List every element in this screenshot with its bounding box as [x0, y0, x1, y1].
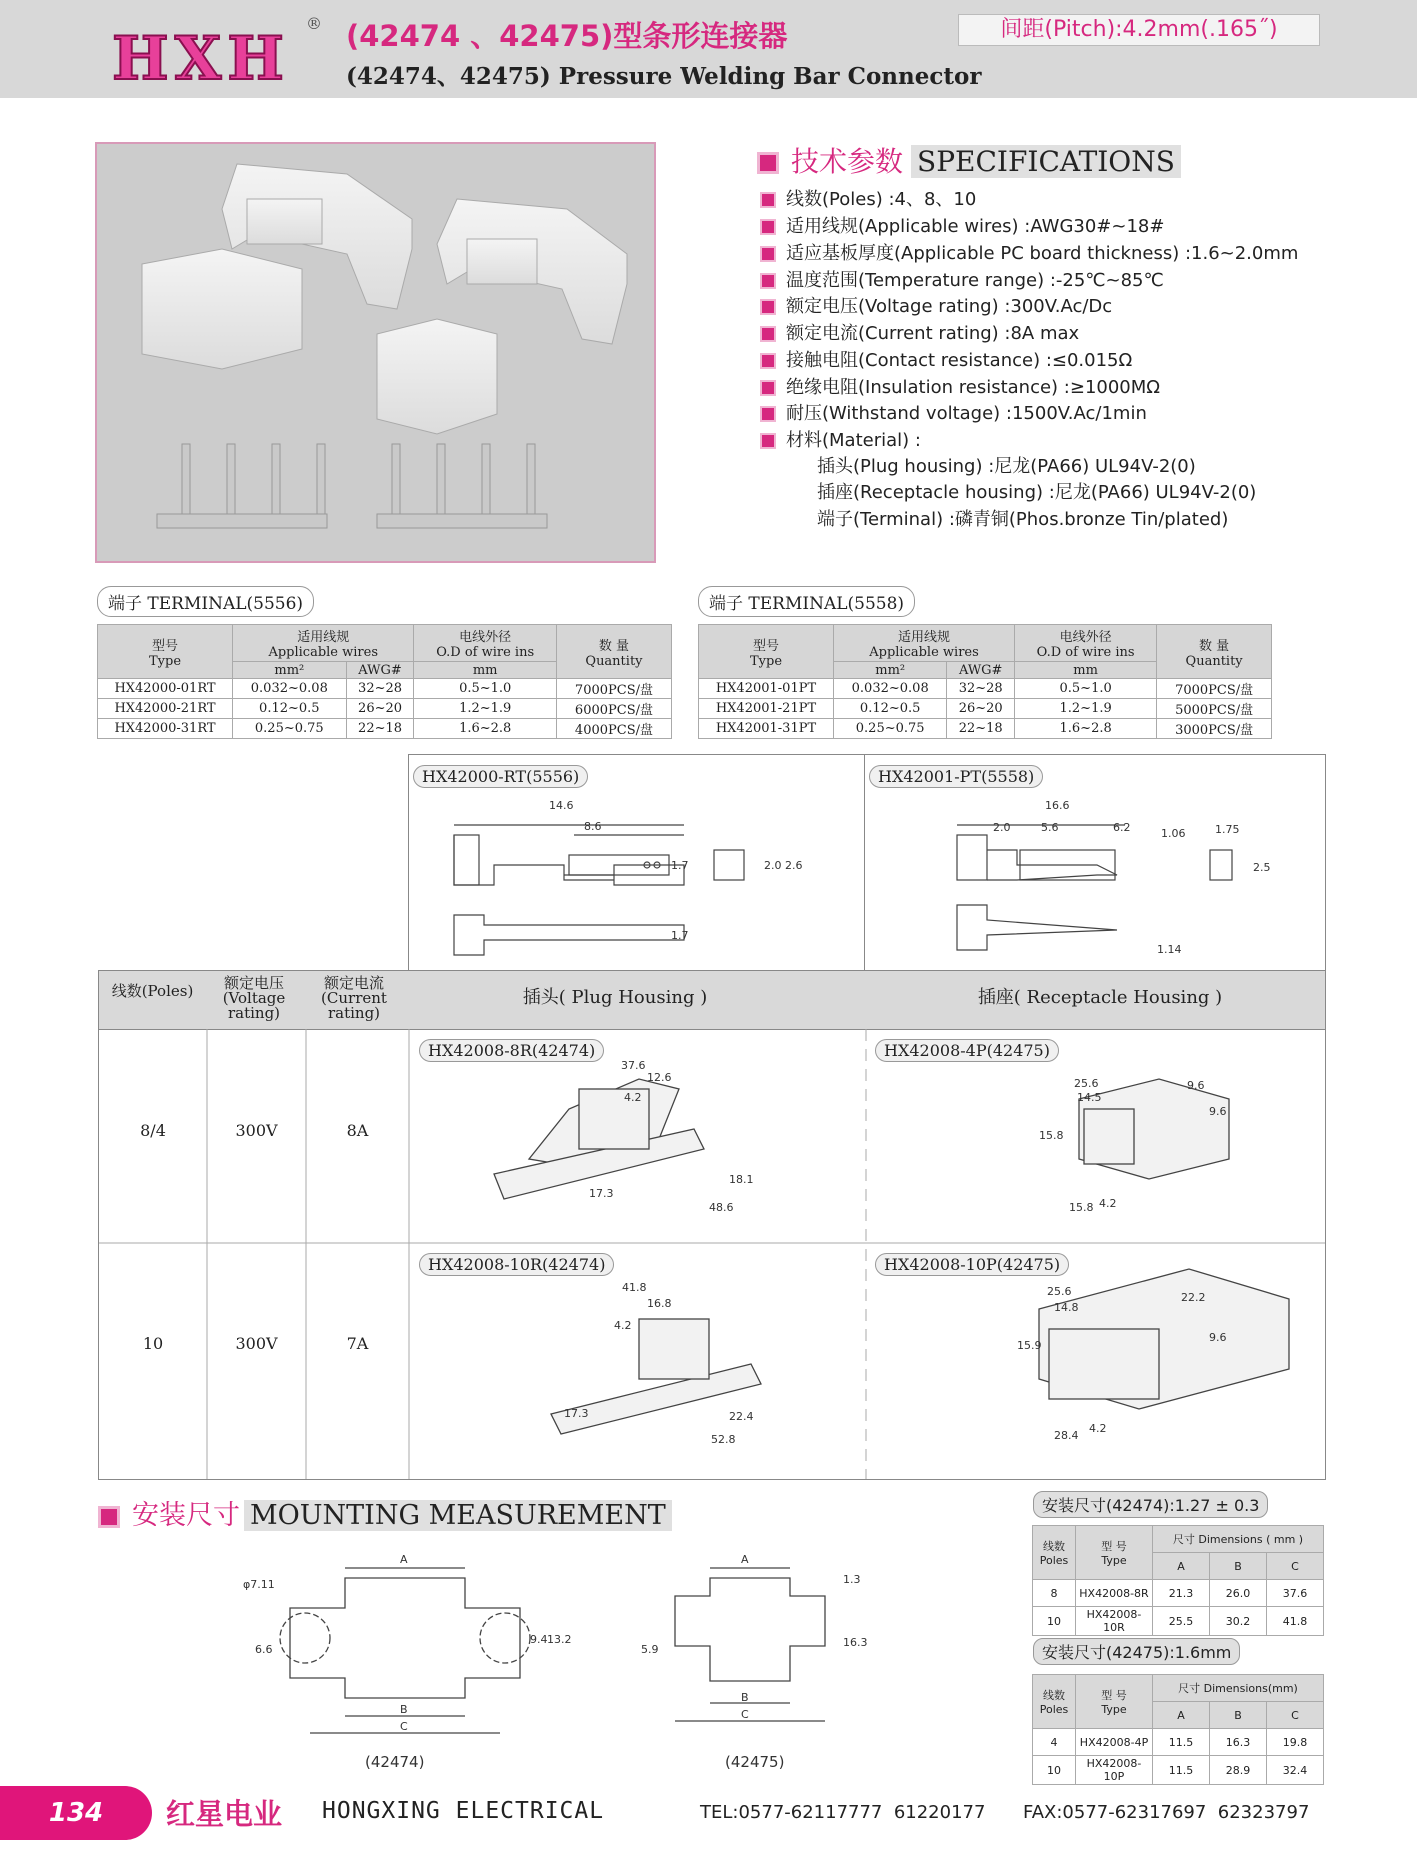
cell: 32.4 [1267, 1756, 1324, 1785]
th-text: Poles [1039, 1703, 1069, 1716]
bullet-square-icon [760, 406, 776, 422]
terminal-5558-label: 端子 TERMINAL(5558) [698, 586, 915, 617]
dim-label: B [741, 1691, 749, 1704]
dim-label: A [400, 1553, 408, 1566]
th-text: 线数 [1043, 1540, 1065, 1553]
table-row [1033, 1580, 1324, 1607]
cell: 0.25~0.75 [834, 719, 947, 739]
mounting-heading [98, 1493, 672, 1532]
header-poles [1033, 1526, 1076, 1580]
specifications-heading [757, 140, 1181, 180]
table-row [98, 699, 672, 719]
dim-label: 14.8 [1054, 1301, 1079, 1314]
mounting-42475-label: 安装尺寸(42475):1.6mm [1033, 1638, 1240, 1665]
terminal-5558-table [698, 624, 1272, 739]
th-text: 数 量 [598, 638, 630, 654]
mounting-42474-label: 安装尺寸(42474):1.27 ± 0.3 [1033, 1491, 1268, 1518]
th-text: 适用线规 [898, 630, 951, 645]
spec-text: 适应基板厚度(Applicable PC board thickness) :1.6~2.0mm [786, 243, 1299, 264]
header-od [414, 625, 556, 662]
mounting-heading-cn: 安装尺寸 [132, 1500, 240, 1531]
dim-label: 17.3 [564, 1407, 589, 1420]
cell: HX42008-4P [1076, 1729, 1153, 1756]
voltage-value: 300V [235, 1334, 278, 1353]
header-type [98, 625, 233, 679]
rt-drawing-label: HX42000-RT(5556) [413, 765, 588, 788]
th-text: Type [1101, 1703, 1127, 1716]
pt-drawing-label: HX42001-PT(5558) [869, 765, 1043, 788]
housing-table-grid [99, 1029, 1325, 1479]
bullet-square-icon [760, 433, 776, 449]
dim-label: 1.7 [671, 859, 689, 872]
header-c: C [1266, 1553, 1323, 1580]
plug-8r-label: HX42008-8R(42474) [419, 1039, 604, 1062]
cell: 22~18 [346, 719, 414, 739]
spec-text: 耐压(Withstand voltage) :1500V.Ac/1min [786, 403, 1147, 424]
cell: HX42008-10P [1076, 1756, 1153, 1785]
cell: 0.032~0.08 [233, 679, 347, 699]
poles-value: 8/4 [140, 1121, 166, 1140]
dim-label: 15.8 [1069, 1201, 1094, 1214]
th-text: 数 量 [1199, 638, 1230, 654]
th-text: 电线外径 [1059, 630, 1112, 645]
spec-item [760, 212, 1164, 238]
cell: 28.9 [1210, 1756, 1267, 1785]
cell: 0.5~1.0 [414, 679, 556, 699]
table-row [699, 679, 1272, 699]
fax: FAX:0577-62317697 62323797 [1023, 1802, 1310, 1823]
cell: 19.8 [1267, 1729, 1324, 1756]
dim-label: 9.6 [1187, 1079, 1205, 1092]
th-text: Poles [1039, 1554, 1069, 1567]
dim-label: 25.6 [1047, 1285, 1072, 1298]
header-od [1015, 625, 1157, 662]
header-type [1076, 1675, 1153, 1729]
cell: 16.3 [1210, 1729, 1267, 1756]
cell: 26~20 [947, 699, 1015, 719]
th-text: Quantity [1185, 653, 1243, 669]
th-text: 电线外径 [459, 630, 512, 645]
dim-label: 48.6 [709, 1201, 734, 1214]
header-qty [1157, 625, 1272, 679]
bullet-square-icon [760, 246, 776, 262]
receptacle-4p-label: HX42008-4P(42475) [875, 1039, 1059, 1062]
header-mm2: mm² [233, 662, 347, 679]
header-dimensions: 尺寸 Dimensions(mm) [1153, 1675, 1324, 1702]
dim-label: 16.6 [1045, 799, 1070, 812]
cell: 25.5 [1153, 1607, 1210, 1636]
cell: HX42000-21RT [98, 699, 233, 719]
th-text: Type [1101, 1554, 1127, 1567]
th-text: 适用线规 [297, 630, 350, 645]
bullet-square-icon [760, 353, 776, 369]
cell: 11.5 [1153, 1729, 1210, 1756]
cell: 21.3 [1153, 1580, 1210, 1607]
mounting-42475-table [1032, 1674, 1324, 1785]
spec-item [760, 319, 1079, 345]
table-row [1033, 1729, 1324, 1756]
dim-label: 25.6 [1074, 1077, 1099, 1090]
spec-item [760, 292, 1112, 318]
dim-label: 4.2 [1099, 1197, 1117, 1210]
terminal-5556-label: 端子 TERMINAL(5556) [97, 586, 314, 617]
mounting-42474-table [1032, 1525, 1324, 1636]
dim-label: 12.6 [647, 1071, 672, 1084]
header-wires [834, 625, 1015, 662]
dim-label: 14.6 [549, 799, 574, 812]
cell: 1.2~1.9 [414, 699, 556, 719]
header-poles [1033, 1675, 1076, 1729]
cell: 3000PCS/盘 [1157, 719, 1272, 739]
spec-heading-cn: 技术参数 [791, 145, 904, 178]
th-text: 线数 [1043, 1689, 1065, 1702]
spec-text: 材料(Material) : [786, 430, 921, 451]
cell: 7000PCS/盘 [556, 679, 671, 699]
spec-item [760, 426, 921, 452]
header-a: A [1153, 1702, 1210, 1729]
mounting-outline-42475 [625, 1548, 875, 1773]
header-awg: AWG# [947, 662, 1015, 679]
dim-label: 16.3 [843, 1636, 868, 1649]
spec-item [760, 239, 1298, 265]
dim-label: φ7.11 [243, 1578, 275, 1591]
cell: HX42001-31PT [699, 719, 834, 739]
brand-chinese: 红星电业 [166, 1797, 283, 1831]
dim-label: 4.2 [624, 1091, 642, 1104]
registered-mark: ® [306, 14, 322, 33]
dim-label: B [400, 1703, 408, 1716]
bullet-square-icon [760, 192, 776, 208]
cell: 26~20 [346, 699, 414, 719]
dim-label: A [741, 1553, 749, 1566]
th-text: O.D of wire ins [436, 645, 535, 660]
dim-label: 1.7 [671, 929, 689, 942]
th-text: 型 号 [1101, 1540, 1127, 1553]
cell: 8 [1033, 1580, 1076, 1607]
spec-text: 适用线规(Applicable wires) :AWG30#~18# [786, 216, 1165, 237]
header-type [1076, 1526, 1153, 1580]
dim-label: 16.8 [647, 1297, 672, 1310]
cell: 37.6 [1266, 1580, 1323, 1607]
page-number: 134 [0, 1786, 152, 1840]
spec-item [760, 373, 1160, 399]
cell: 22~18 [947, 719, 1015, 739]
spec-heading-en: SPECIFICATIONS [911, 145, 1181, 178]
mounting-drawing-42475 [625, 1548, 875, 1773]
bullet-square-icon [757, 152, 779, 174]
spec-item [760, 399, 1147, 425]
mounting-heading-en: MOUNTING MEASUREMENT [244, 1500, 672, 1531]
bullet-square-icon [760, 299, 776, 315]
header-type [699, 625, 834, 679]
cell: 0.032~0.08 [834, 679, 947, 699]
spec-text: 额定电流(Current rating) :8A max [786, 323, 1080, 344]
dim-label: C [741, 1708, 749, 1721]
spec-text: 绝缘电阻(Insulation resistance) :≥1000MΩ [786, 377, 1161, 398]
voltage-value: 300V [235, 1121, 278, 1140]
dim-label: 2.5 [1253, 861, 1271, 874]
material-item: 插座(Receptacle housing) :尼龙(PA66) UL94V-2(0) [817, 482, 1257, 503]
table-row [699, 719, 1272, 739]
telephone: TEL:0577-62117777 61220177 [700, 1802, 986, 1823]
header-plug-housing: 插头( Plug Housing ) [522, 987, 708, 1008]
poles-value: 10 [142, 1334, 164, 1353]
header-awg: AWG# [346, 662, 414, 679]
bullet-square-icon [760, 219, 776, 235]
dim-label: 41.8 [622, 1281, 647, 1294]
material-item: 插头(Plug housing) :尼龙(PA66) UL94V-2(0) [817, 456, 1196, 477]
cell: 5000PCS/盘 [1157, 699, 1272, 719]
dim-label: 9.6 [1209, 1331, 1227, 1344]
plug-10r-label: HX42008-10R(42474) [419, 1253, 614, 1276]
cell: 0.5~1.0 [1015, 679, 1157, 699]
current-value: 7A [346, 1334, 369, 1353]
spec-item [760, 266, 1164, 292]
bullet-square-icon [98, 1506, 120, 1528]
pitch-box: 间距(Pitch):4.2mm(.165˝) [958, 14, 1320, 46]
th-text: Type [749, 653, 783, 669]
housing-table-body [98, 1029, 1326, 1480]
mounting-outline-42474 [225, 1548, 585, 1773]
header-poles: 线数(Poles) [111, 982, 194, 1000]
dim-label: 22.2 [1181, 1291, 1206, 1304]
table-row [699, 699, 1272, 719]
cell: 32~28 [346, 679, 414, 699]
cell: HX42000-01RT [98, 679, 233, 699]
connector-photo-illustration [97, 144, 654, 561]
dim-label: 1.3 [843, 1573, 861, 1586]
dim-label: 22.4 [729, 1410, 754, 1423]
cell: HX42000-31RT [98, 719, 233, 739]
header-mm2: mm² [834, 662, 947, 679]
th-text: O.D of wire ins [1036, 645, 1135, 660]
th-text: Quantity [585, 653, 643, 669]
cell: 1.2~1.9 [1015, 699, 1157, 719]
dim-label: 15.8 [1039, 1129, 1064, 1142]
header-dimensions: 尺寸 Dimensions ( mm ) [1153, 1526, 1324, 1553]
dim-label: 1.14 [1157, 943, 1182, 956]
cell: 41.8 [1266, 1607, 1323, 1636]
dim-label: 14.5 [1077, 1091, 1102, 1104]
title-english: (42474、42475) Pressure Welding Bar Connector [346, 63, 982, 90]
dim-label: 8.6 [584, 820, 602, 833]
dim-label: 9.6 [1209, 1105, 1227, 1118]
header-mm: mm [414, 662, 556, 679]
mounting-caption: (42474) [365, 1753, 425, 1771]
table-row [98, 679, 672, 699]
spec-text: 线数(Poles) :4、8、10 [786, 189, 977, 210]
header-qty [556, 625, 671, 679]
cell: HX42008-10R [1076, 1607, 1153, 1636]
current-value: 8A [346, 1121, 369, 1140]
dim-label: 2.6 [785, 859, 803, 872]
cell: 10 [1033, 1607, 1076, 1636]
dim-label: 52.8 [711, 1433, 736, 1446]
dim-label: 37.6 [621, 1059, 646, 1072]
dim-label: 28.4 [1054, 1429, 1079, 1442]
cell: 10 [1033, 1756, 1076, 1785]
dim-label: 6.6 [255, 1643, 273, 1656]
cell: HX42008-8R [1076, 1580, 1153, 1607]
dim-label: 5.6 [1041, 821, 1059, 834]
cell: 7000PCS/盘 [1157, 679, 1272, 699]
dim-label: 4.2 [614, 1319, 632, 1332]
cell: 32~28 [947, 679, 1015, 699]
spec-item [760, 346, 1132, 372]
material-item: 端子(Terminal) :磷青铜(Phos.bronze Tin/plated) [817, 509, 1229, 530]
th-text: 型号 [752, 638, 779, 654]
table-row [1033, 1607, 1324, 1636]
dim-label: 4.2 [1089, 1422, 1107, 1435]
cell: 0.12~0.5 [834, 699, 947, 719]
mounting-drawing-42474 [225, 1548, 585, 1773]
th-text: Type [148, 653, 182, 669]
cell: 4 [1033, 1729, 1076, 1756]
cell: 0.12~0.5 [233, 699, 347, 719]
product-photo [95, 142, 656, 563]
cell: 4000PCS/盘 [556, 719, 671, 739]
cell: HX42001-21PT [699, 699, 834, 719]
cell: 1.6~2.8 [414, 719, 556, 739]
dim-label: 15.9 [1017, 1339, 1042, 1352]
dim-label: 2.0 [764, 859, 782, 872]
th-text: 型 号 [1101, 1689, 1127, 1702]
hxh-logo: HXH [112, 24, 290, 94]
cell: 1.6~2.8 [1015, 719, 1157, 739]
bullet-square-icon [760, 326, 776, 342]
spec-text: 接触电阻(Contact resistance) :≤0.015Ω [786, 350, 1133, 371]
cell: HX42001-01PT [699, 679, 834, 699]
cell: 26.0 [1209, 1580, 1266, 1607]
spec-item [760, 185, 976, 211]
cell: 11.5 [1153, 1756, 1210, 1785]
table-row [1033, 1756, 1324, 1785]
header-voltage: 额定电压(Voltage rating) [222, 974, 286, 1022]
dim-label: C [400, 1720, 408, 1733]
rt-terminal-drawing-panel [408, 754, 866, 972]
dim-label: 2.0 [993, 821, 1011, 834]
mounting-caption: (42475) [725, 1753, 785, 1771]
cell: 30.2 [1209, 1607, 1266, 1636]
header-c: C [1267, 1702, 1324, 1729]
bullet-square-icon [760, 380, 776, 396]
header-b: B [1209, 1553, 1266, 1580]
header-receptacle-housing: 插座( Receptacle Housing ) [977, 987, 1223, 1008]
dim-label: 17.3 [589, 1187, 614, 1200]
header-wires [233, 625, 414, 662]
dim-label: 1.75 [1215, 823, 1240, 836]
header-mm: mm [1015, 662, 1157, 679]
receptacle-10p-label: HX42008-10P(42475) [875, 1253, 1069, 1276]
dim-label: 9.4 [530, 1633, 548, 1646]
dim-label: 13.2 [547, 1633, 572, 1646]
header-b: B [1210, 1702, 1267, 1729]
header-current: 额定电流(Current rating) [321, 974, 387, 1022]
cell: 0.25~0.75 [233, 719, 347, 739]
cell: 6000PCS/盘 [556, 699, 671, 719]
header-a: A [1153, 1553, 1210, 1580]
terminal-5556-table [97, 624, 672, 739]
th-text: Applicable wires [869, 645, 979, 660]
dim-label: 6.2 [1113, 821, 1131, 834]
spec-text: 温度范围(Temperature range) :-25℃~85℃ [786, 270, 1164, 291]
dim-label: 1.06 [1161, 827, 1186, 840]
th-text: 型号 [151, 638, 178, 654]
dim-label: 5.9 [641, 1643, 659, 1656]
pt-terminal-drawing-panel [864, 754, 1326, 972]
th-text: Applicable wires [268, 645, 378, 660]
table-row [98, 719, 672, 739]
spec-text: 额定电压(Voltage rating) :300V.Ac/Dc [786, 296, 1113, 317]
brand-english: HONGXING ELECTRICAL [322, 1798, 605, 1824]
dim-label: 18.1 [729, 1173, 754, 1186]
bullet-square-icon [760, 273, 776, 289]
title-chinese: (42474 、42475)型条形连接器 [346, 19, 788, 53]
